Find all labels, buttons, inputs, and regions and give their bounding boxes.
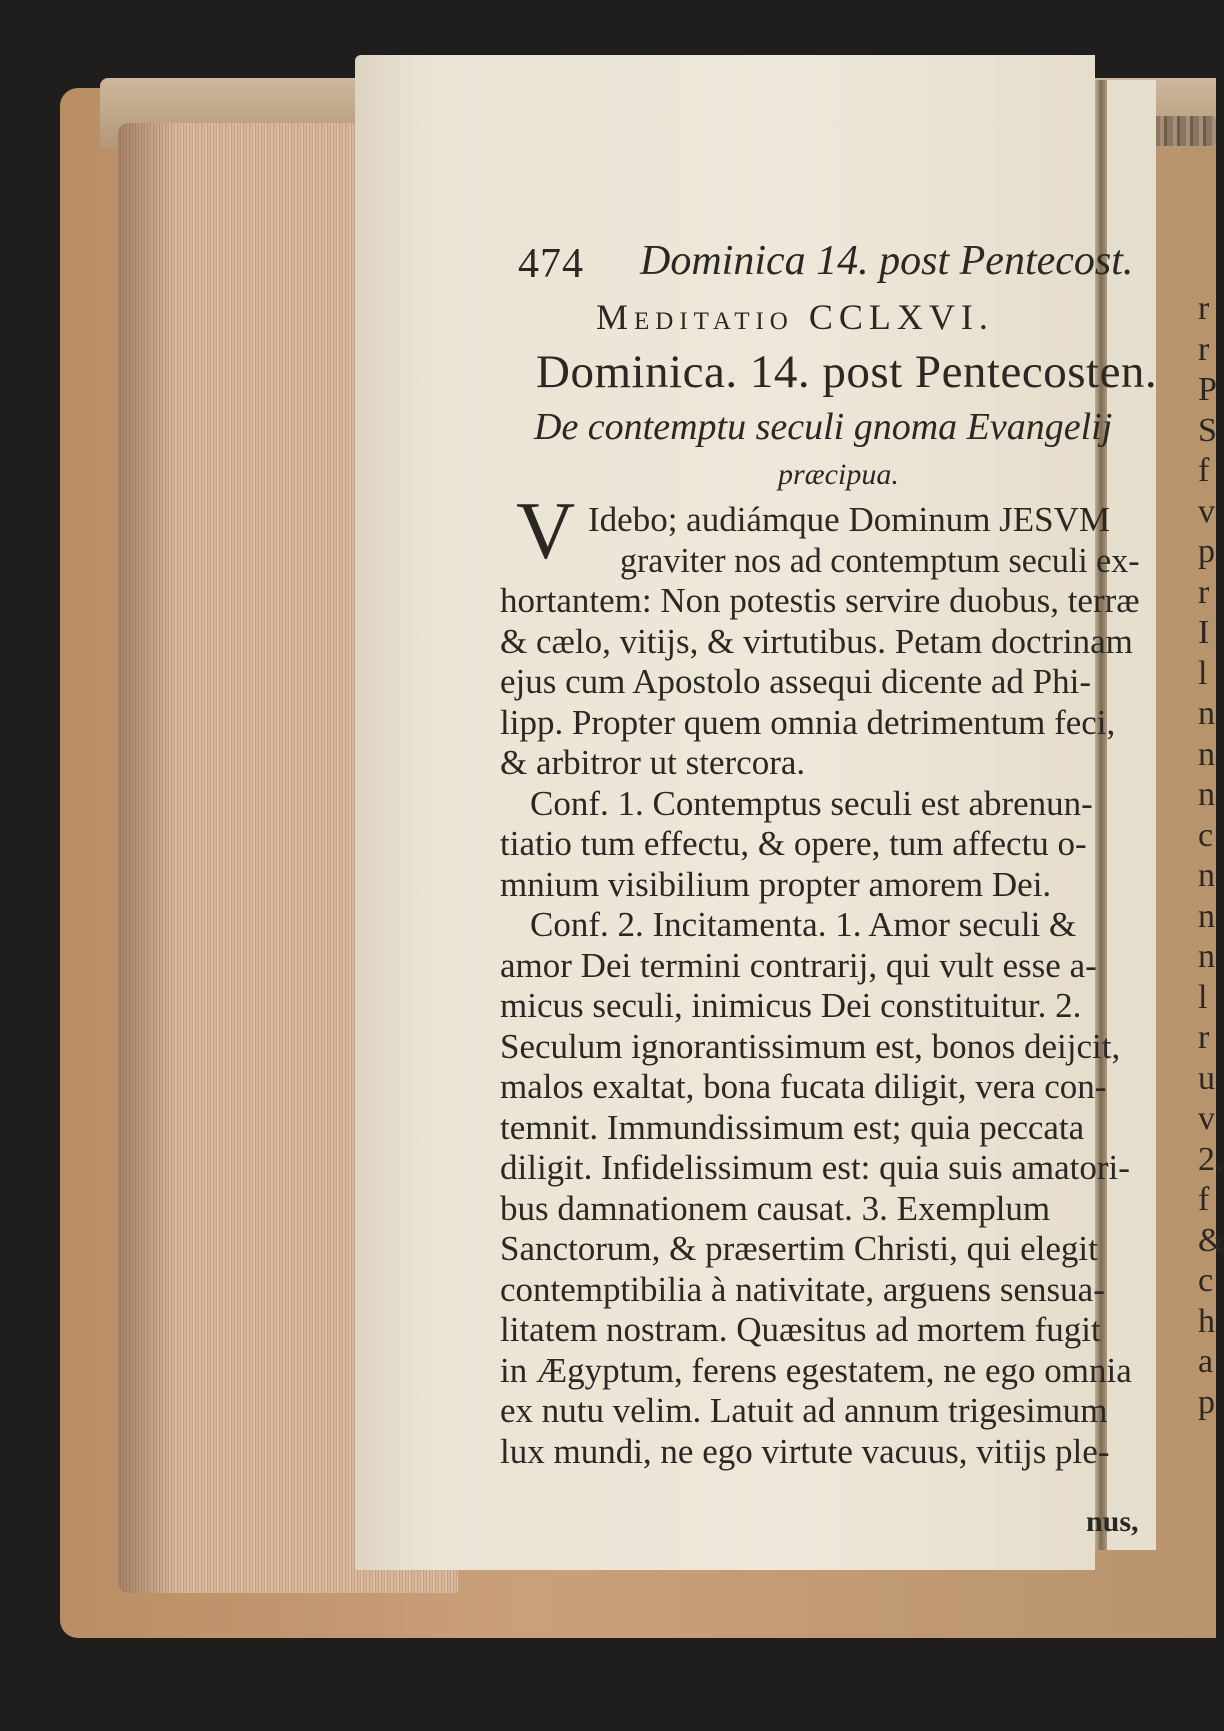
facing-page-fragment: S bbox=[1198, 411, 1217, 449]
facing-page-fragment: r bbox=[1198, 330, 1210, 368]
facing-page-fragment: n bbox=[1198, 776, 1215, 813]
facing-page-fragment: 2. bbox=[1198, 1140, 1224, 1178]
facing-page-fragment: v bbox=[1198, 1100, 1215, 1137]
facing-page-fragment: a bbox=[1198, 1343, 1214, 1380]
body-line: ex nutu velim. Latuit ad annum trigesimum bbox=[500, 1391, 1108, 1430]
body-line: micus seculi, inimicus Dei constituitur. 2. bbox=[500, 986, 1082, 1025]
body-line: ejus cum Apostolo assequi dicente ad Phi- bbox=[500, 662, 1092, 701]
facing-page-fragment: I bbox=[1198, 614, 1210, 651]
body-line: tiatio tum effectu, & opere, tum affectu o- bbox=[500, 824, 1087, 863]
facing-page-fragment: r bbox=[1198, 573, 1210, 611]
body-line: contemptibilia à nativitate, arguens sensua- bbox=[500, 1269, 1105, 1309]
body-line: hortantem: Non potestis servire duobus, terræ bbox=[500, 581, 1140, 620]
facing-page-fragment: c bbox=[1198, 816, 1214, 854]
facing-page-fragment: v bbox=[1198, 492, 1215, 530]
body-line: diligit. Infidelissimum est: quia suis amatori- bbox=[500, 1148, 1130, 1187]
meditation-heading: Meditatio CCLXVI. bbox=[596, 297, 994, 337]
body-line: Conf. 2. Incitamenta. 1. Amor seculi & bbox=[530, 905, 1077, 944]
body-line: Idebo; audiámque Dominum JESVM bbox=[588, 500, 1111, 539]
facing-page-fragment: u bbox=[1198, 1059, 1215, 1097]
facing-page-fragment: l bbox=[1198, 654, 1208, 692]
facing-page-fragment: l bbox=[1198, 978, 1208, 1016]
body-line: Seculum ignorantissimum est, bonos deijcit, bbox=[500, 1026, 1121, 1066]
catchword: nus, bbox=[1086, 1505, 1139, 1538]
body-line: graviter nos ad contemptum seculi ex- bbox=[620, 540, 1140, 580]
facing-page-fragment: P bbox=[1198, 371, 1217, 408]
body-line: & arbitror ut stercora. bbox=[500, 743, 806, 782]
page-number: 474 bbox=[518, 241, 584, 287]
facing-page-fragment: f bbox=[1198, 452, 1210, 489]
facing-page-fragment: & bbox=[1198, 1221, 1224, 1259]
facing-page-fragment: h bbox=[1198, 1302, 1215, 1340]
drop-cap: V bbox=[516, 485, 576, 576]
body-line: lipp. Propter quem omnia detrimentum feci, bbox=[500, 702, 1116, 742]
facing-page-fragment: n bbox=[1198, 735, 1215, 773]
running-head-title: Dominica 14. post Pentecost. bbox=[640, 238, 1134, 284]
body-line: & cælo, vitijs, & virtutibus. Petam doctrinam bbox=[500, 621, 1133, 661]
subtitle-line-1: De contemptu seculi gnoma Evangelij bbox=[534, 406, 1113, 448]
facing-page-fragment: n bbox=[1198, 897, 1215, 935]
body-line: litatem nostram. Quæsitus ad mortem fugit bbox=[500, 1310, 1101, 1349]
body-line: in Ægyptum, ferens egestatem, ne ego omnia bbox=[500, 1350, 1132, 1390]
body-line: temnit. Immundissimum est; quia peccata bbox=[500, 1107, 1085, 1147]
facing-page-fragment: n bbox=[1198, 857, 1215, 894]
facing-page-fragment: n bbox=[1198, 938, 1215, 975]
facing-page-fragment: r bbox=[1198, 290, 1210, 327]
facing-page-fragment: p bbox=[1198, 1383, 1215, 1421]
body-line: Sanctorum, & præsertim Christi, qui elegit bbox=[500, 1229, 1098, 1268]
body-line: bus damnationem causat. 3. Exemplum bbox=[500, 1188, 1051, 1228]
facing-page-fragment: n bbox=[1198, 695, 1215, 732]
facing-page-fragment: r bbox=[1198, 1019, 1210, 1056]
chapter-title: Dominica. 14. post Pentecosten. bbox=[536, 346, 1158, 398]
body-line: malos exaltat, bona fucata diligit, vera con- bbox=[500, 1067, 1107, 1106]
right-page bbox=[1107, 80, 1156, 1550]
facing-page-fragment: f bbox=[1198, 1181, 1210, 1218]
body-line: lux mundi, ne ego virtute vacuus, vitijs ple- bbox=[500, 1431, 1110, 1471]
body-line: amor Dei termini contrarij, qui vult esse a- bbox=[500, 945, 1097, 985]
facing-page-fragment: p bbox=[1198, 533, 1215, 570]
body-line: Conf. 1. Contemptus seculi est abrenun- bbox=[530, 783, 1093, 823]
body-line: mnium visibilium propter amorem Dei. bbox=[500, 864, 1052, 904]
subtitle-line-2: præcipua. bbox=[778, 458, 899, 491]
facing-page-fragment: c bbox=[1198, 1262, 1214, 1299]
